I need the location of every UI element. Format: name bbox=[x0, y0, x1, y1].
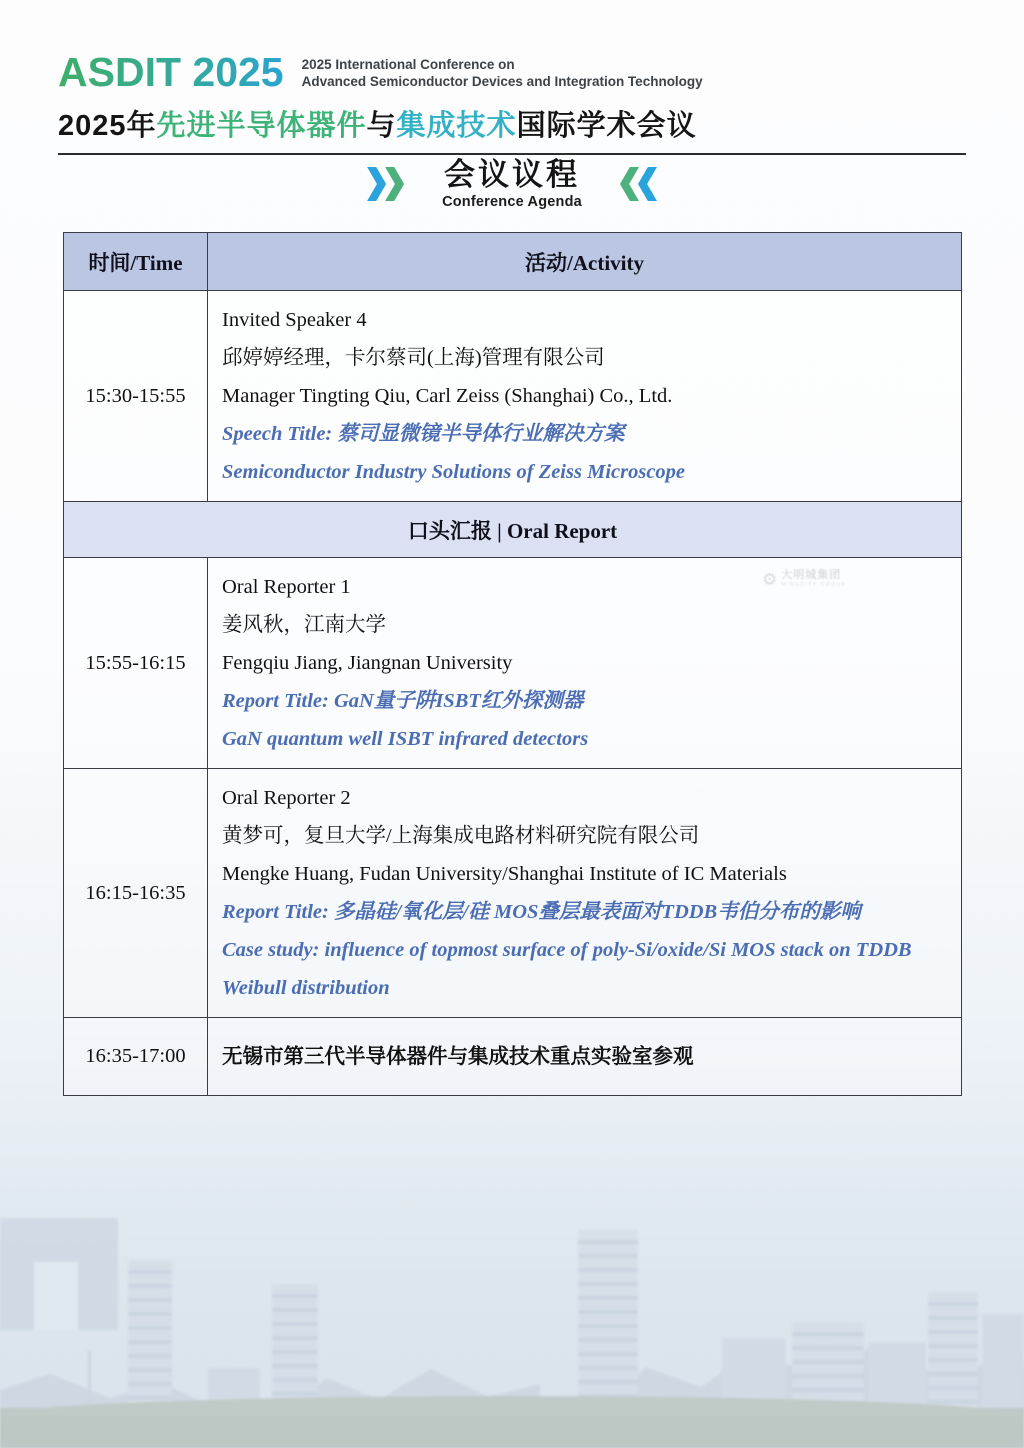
cn-title-part: 国际学术会议 bbox=[516, 110, 697, 142]
activity-line: 姜风秋，江南大学 bbox=[222, 614, 386, 636]
watermark-text-en: MINGCITY GROUP bbox=[781, 582, 847, 588]
agenda-table-body bbox=[64, 291, 962, 1096]
activity-cell bbox=[208, 291, 962, 502]
building bbox=[982, 1314, 1024, 1410]
agenda-table-head bbox=[64, 233, 962, 291]
activity-line: Report Title: 多晶硅/氧化层/硅 MOS叠层最表面对TDDB韦伯分布的影响 bbox=[222, 901, 861, 923]
logo-row bbox=[58, 49, 966, 95]
agenda-row bbox=[64, 769, 962, 1018]
header-divider bbox=[58, 153, 966, 155]
activity-cell bbox=[208, 1018, 962, 1096]
logo-subtitle-line1: 2025 International Conference on bbox=[301, 56, 515, 72]
time-cell: 15:55-16:15 bbox=[64, 558, 208, 769]
building bbox=[128, 1260, 172, 1410]
activity-line: Report Title: GaN量子阱ISBT红外探测器 bbox=[222, 690, 584, 712]
page-header bbox=[58, 49, 966, 155]
activity-line: GaN quantum well ISBT infrared detectors bbox=[222, 728, 589, 750]
cn-title-part: 2025年 bbox=[58, 110, 157, 142]
watermark-text-cn: 大明城集团 bbox=[781, 569, 842, 581]
agenda-title-en: Conference Agenda bbox=[442, 194, 582, 211]
building bbox=[792, 1322, 864, 1410]
activity-line: Semiconductor Industry Solutions of Zeiss Microscope bbox=[222, 461, 686, 483]
activity-line: 无锡市第三代半导体器件与集成技术重点实验室参观 bbox=[222, 1045, 694, 1068]
agenda-heading bbox=[0, 158, 1024, 210]
agenda-table bbox=[63, 232, 962, 1096]
time-cell: 16:15-16:35 bbox=[64, 769, 208, 1018]
activity-cell bbox=[208, 558, 962, 769]
activity-cell bbox=[208, 769, 962, 1018]
building bbox=[928, 1292, 978, 1410]
cn-title-part-green: 先进半导体器件 bbox=[156, 110, 367, 142]
building bbox=[868, 1342, 926, 1410]
activity-line: Fengqiu Jiang, Jiangnan University bbox=[222, 652, 513, 674]
time-cell: 16:35-17:00 bbox=[64, 1018, 208, 1096]
double-chevron-left-icon bbox=[620, 167, 657, 201]
section-label: 口头汇报 | Oral Report bbox=[64, 502, 962, 558]
activity-line: 黄梦可，复旦大学/上海集成电路材料研究院有限公司 bbox=[222, 825, 700, 847]
activity-line: Invited Speaker 4 bbox=[222, 309, 367, 331]
antenna-tower bbox=[88, 1350, 91, 1408]
activity-line: Oral Reporter 2 bbox=[222, 787, 351, 809]
chinese-conference-title bbox=[58, 103, 966, 144]
agenda-row bbox=[64, 1018, 962, 1096]
gear-icon: ⚙ bbox=[762, 569, 778, 589]
section-row bbox=[64, 502, 962, 558]
activity-column-header: 活动/Activity bbox=[208, 233, 962, 291]
gate-opening bbox=[34, 1262, 78, 1330]
double-chevron-right-icon bbox=[367, 167, 404, 201]
activity-line: 邱婷婷经理，卡尔蔡司(上海)管理有限公司 bbox=[222, 347, 605, 369]
cn-title-part-teal: 集成技术 bbox=[396, 110, 517, 142]
tall-building bbox=[578, 1230, 638, 1410]
activity-line: Case study: influence of topmost surface of poly-Si/oxide/Si MOS stack on TDDB Weibull distribution bbox=[222, 939, 912, 999]
agenda-titles bbox=[442, 158, 582, 210]
tree-line bbox=[0, 1408, 1024, 1448]
logo-subtitle-line2: Advanced Semiconductor Devices and Integration Technology bbox=[301, 74, 703, 90]
city-skyline-image bbox=[0, 1218, 1024, 1448]
time-column-header: 时间/Time bbox=[64, 233, 208, 291]
agenda-row bbox=[64, 291, 962, 502]
activity-line: Speech Title: 蔡司显微镜半导体行业解决方案 bbox=[222, 423, 625, 445]
activity-line: Manager Tingting Qiu, Carl Zeiss (Shanghai) Co., Ltd. bbox=[222, 385, 673, 407]
cn-title-part: 与 bbox=[366, 110, 397, 142]
building bbox=[272, 1284, 318, 1410]
activity-line: Oral Reporter 1 bbox=[222, 576, 351, 598]
asdit-logo: ASDIT 2025 bbox=[58, 49, 284, 95]
activity-line: Mengke Huang, Fudan University/Shanghai Institute of IC Materials bbox=[222, 863, 787, 885]
gate-building bbox=[0, 1218, 118, 1330]
header-row bbox=[64, 233, 962, 291]
logo-subtitle bbox=[302, 56, 703, 93]
agenda-row bbox=[64, 558, 962, 769]
agenda-title-cn: 会议议程 bbox=[444, 157, 580, 192]
time-cell: 15:30-15:55 bbox=[64, 291, 208, 502]
